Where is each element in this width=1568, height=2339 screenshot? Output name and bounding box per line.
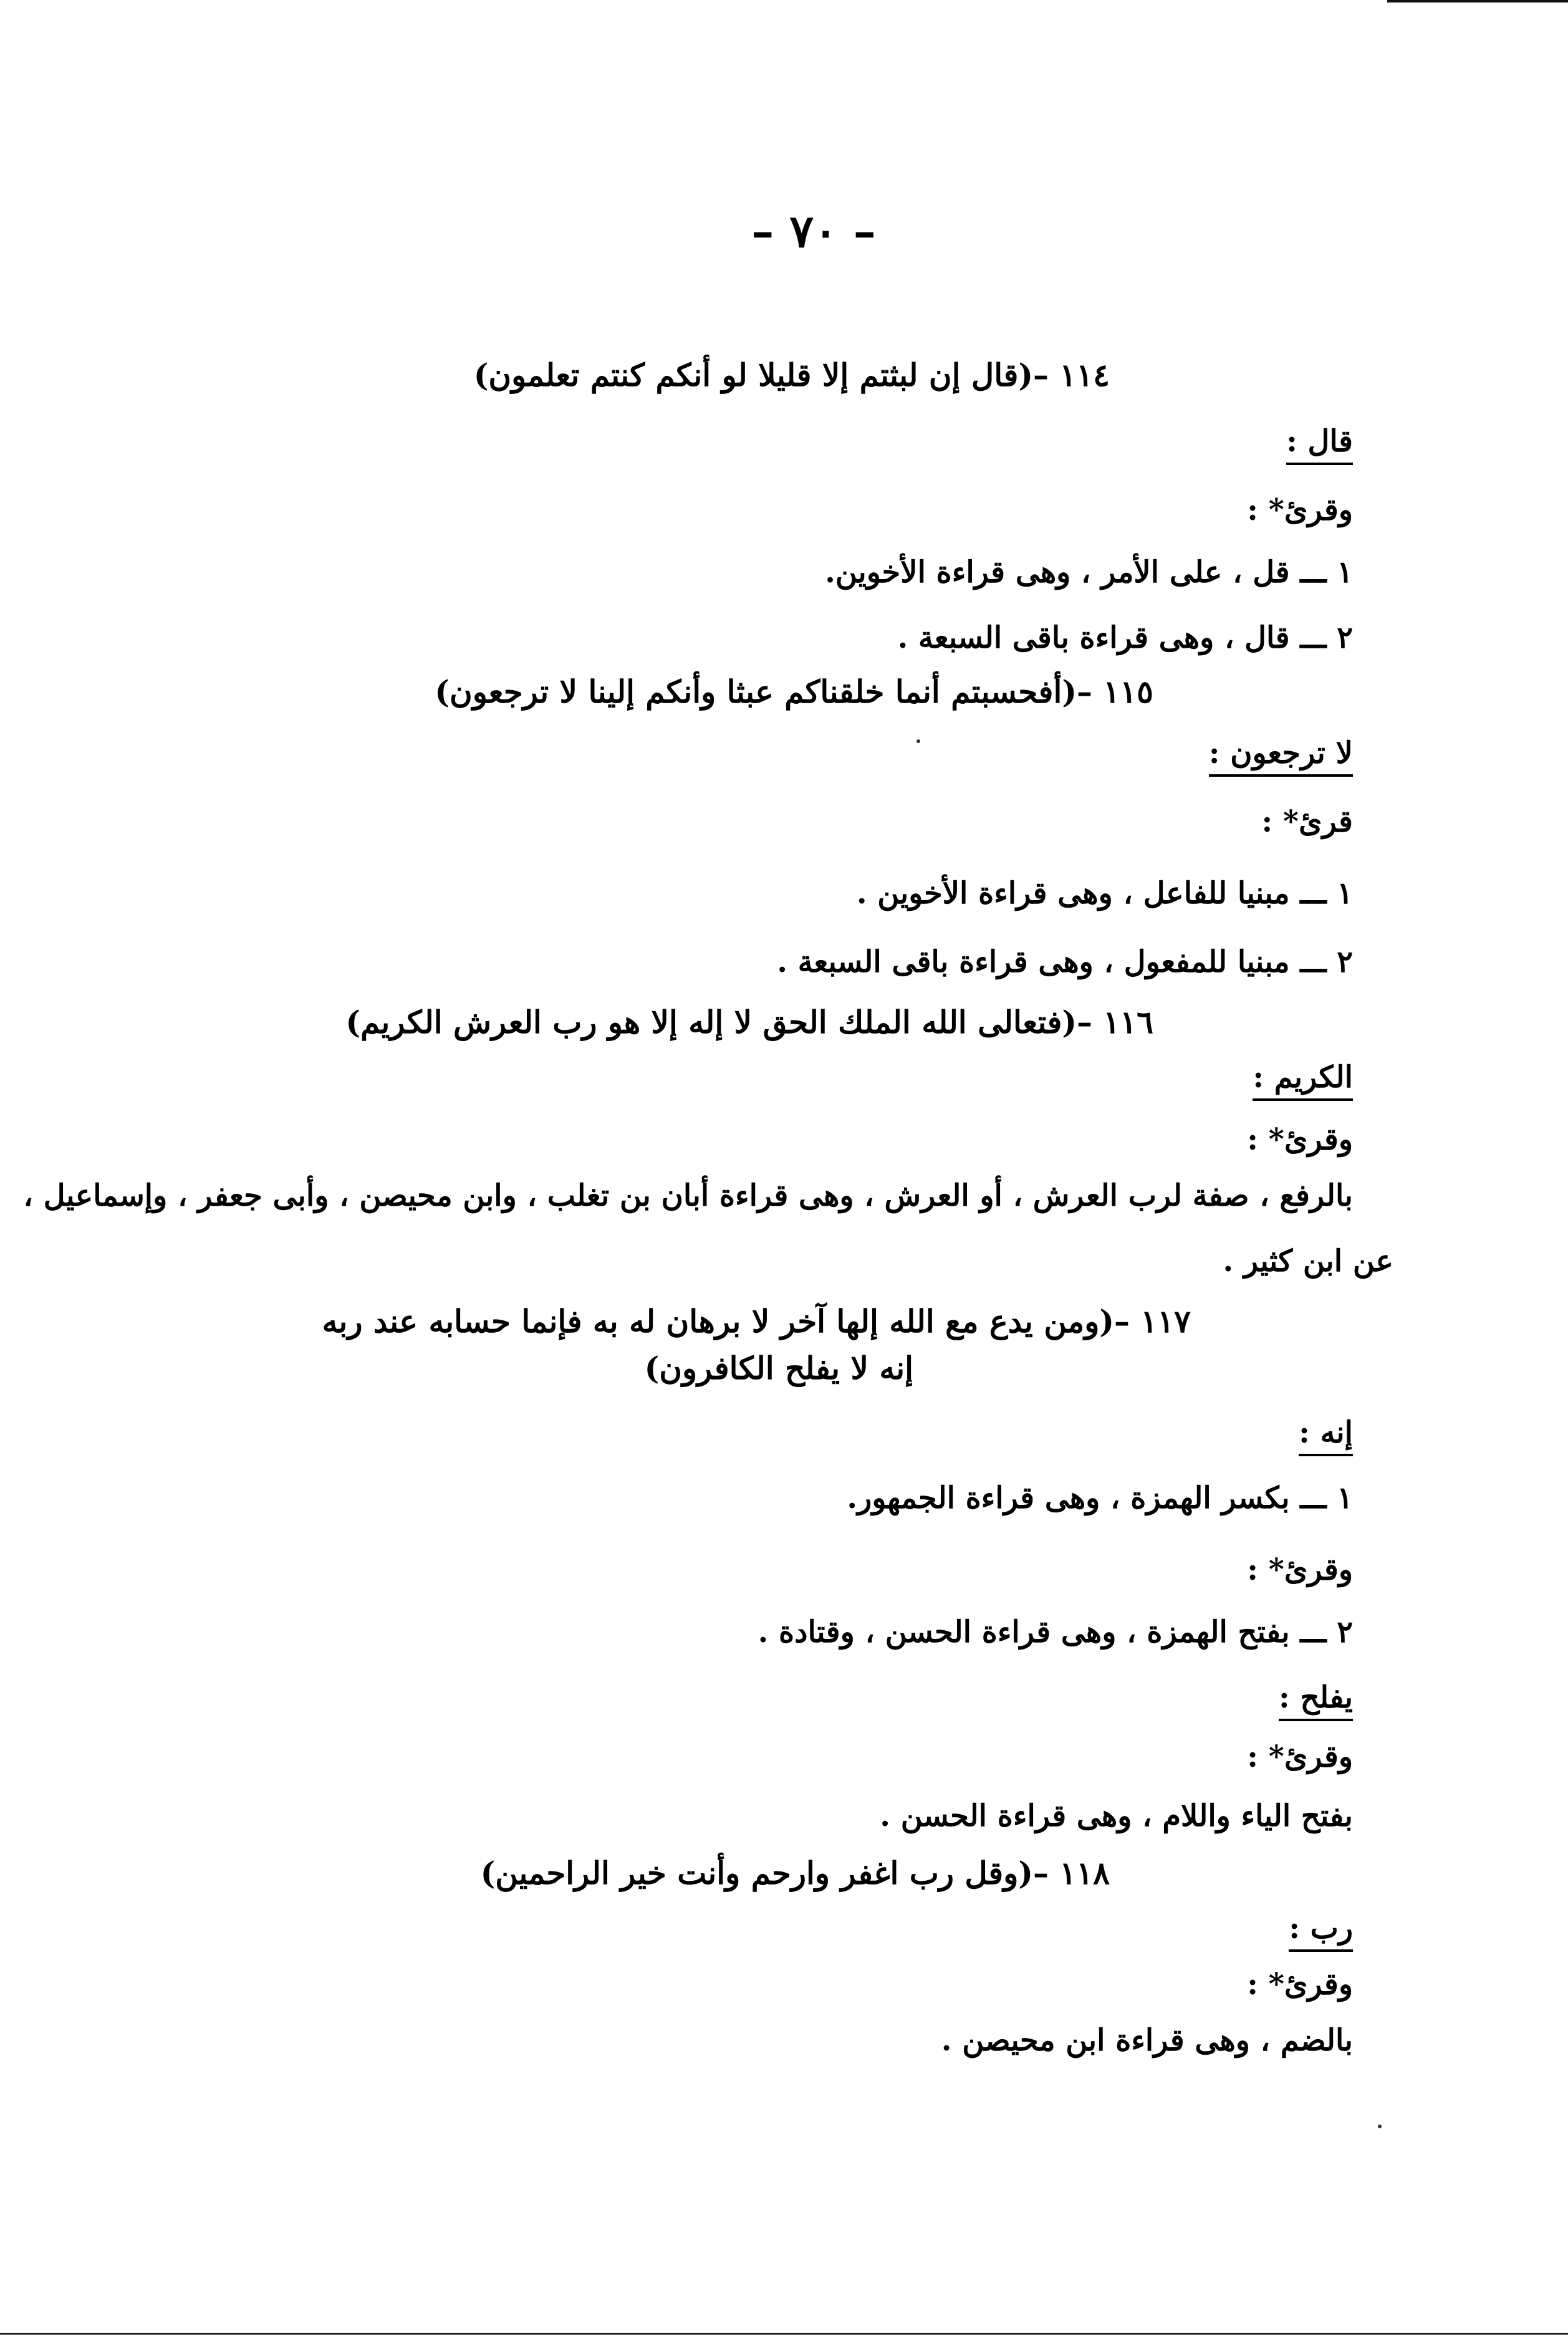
heading-rabb-text: رب : [1289, 1911, 1353, 1952]
verse-117-line-1: ١١٧ –(ومن يدع مع الله إلها آخر لا برهان له به فإنما حسابه عند ربه [322, 1303, 1191, 1340]
heading-yuflih-text: يفلح : [1279, 1680, 1353, 1721]
page-number: – ٧٠ – [751, 204, 876, 257]
scan-speck [916, 739, 920, 743]
verse-117-line-2: إنه لا يفلح الكافرون) [644, 1350, 913, 1386]
scan-speck [1378, 2125, 1382, 2128]
verse-114: ١١٤ –(قال إن لبثتم إلا قليلا لو أنكم كنتم تعلمون) [473, 357, 1110, 393]
verse-116: ١١٦ –(فتعالى الله الملك الحق لا إله إلا هو رب العرش الكريم) [345, 1004, 1153, 1040]
reading-item: ٢ ـــ قال ، وهى قراءة باقى السبعة . [897, 620, 1353, 655]
heading-innahu [1299, 1415, 1353, 1450]
heading-karim [1253, 1060, 1353, 1095]
reading-item: ٢ ـــ بفتح الهمزة ، وهى قراءة الحسن ، وقتادة . [758, 1615, 1353, 1650]
heading-innahu-text: إنه : [1299, 1415, 1353, 1456]
reading-label: وقرئ* : [1247, 492, 1353, 527]
heading-yuflih [1279, 1680, 1353, 1715]
reading-item: ١ ـــ بكسر الهمزة ، وهى قراءة الجمهور. [847, 1481, 1353, 1515]
heading-qal-text: قال : [1286, 424, 1353, 465]
reading-label: وقرئ* : [1247, 1739, 1353, 1774]
heading-turjaun-text: لا ترجعون : [1209, 736, 1353, 777]
heading-turjaun [1209, 736, 1353, 771]
reading-item: ٢ ـــ مبنيا للمفعول ، وهى قراءة باقى السبعة . [777, 944, 1353, 979]
reading-item: بفتح الياء واللام ، وهى قراءة الحسن . [880, 1799, 1353, 1833]
reading-item: بالضم ، وهى قراءة ابن محيصن . [941, 2023, 1353, 2058]
reading-label: وقرئ* : [1247, 1122, 1353, 1157]
heading-karim-text: الكريم : [1253, 1060, 1353, 1101]
verse-115: ١١٥ –(أفحسبتم أنما خلقناكم عبثا وأنكم إلينا لا ترجعون) [435, 673, 1153, 710]
reading-item: ١ ـــ قل ، على الأمر ، وهى قراءة الأخوين. [825, 555, 1353, 590]
reading-label: قرئ* : [1261, 804, 1353, 839]
reading-label: وقرئ* : [1247, 1552, 1353, 1587]
verse-118: ١١٨ –(وقل رب اغفر وارحم وأنت خير الراحمين) [480, 1855, 1110, 1891]
heading-rabb [1289, 1911, 1353, 1946]
reading-item-continuation: عن ابن كثير . [1223, 1244, 1393, 1279]
bottom-border-rule [0, 2333, 1568, 2335]
reading-label: وقرئ* : [1247, 1967, 1353, 2002]
reading-item: بالرفع ، صفة لرب العرش ، أو العرش ، وهى قراءة أبان بن تغلب ، وابن محيصن ، وأبى جعفر ، وإسماعيل ، [23, 1178, 1353, 1213]
heading-qal [1286, 424, 1353, 459]
top-border-rule [1387, 0, 1568, 2]
reading-item: ١ ـــ مبنيا للفاعل ، وهى قراءة الأخوين . [856, 876, 1353, 911]
